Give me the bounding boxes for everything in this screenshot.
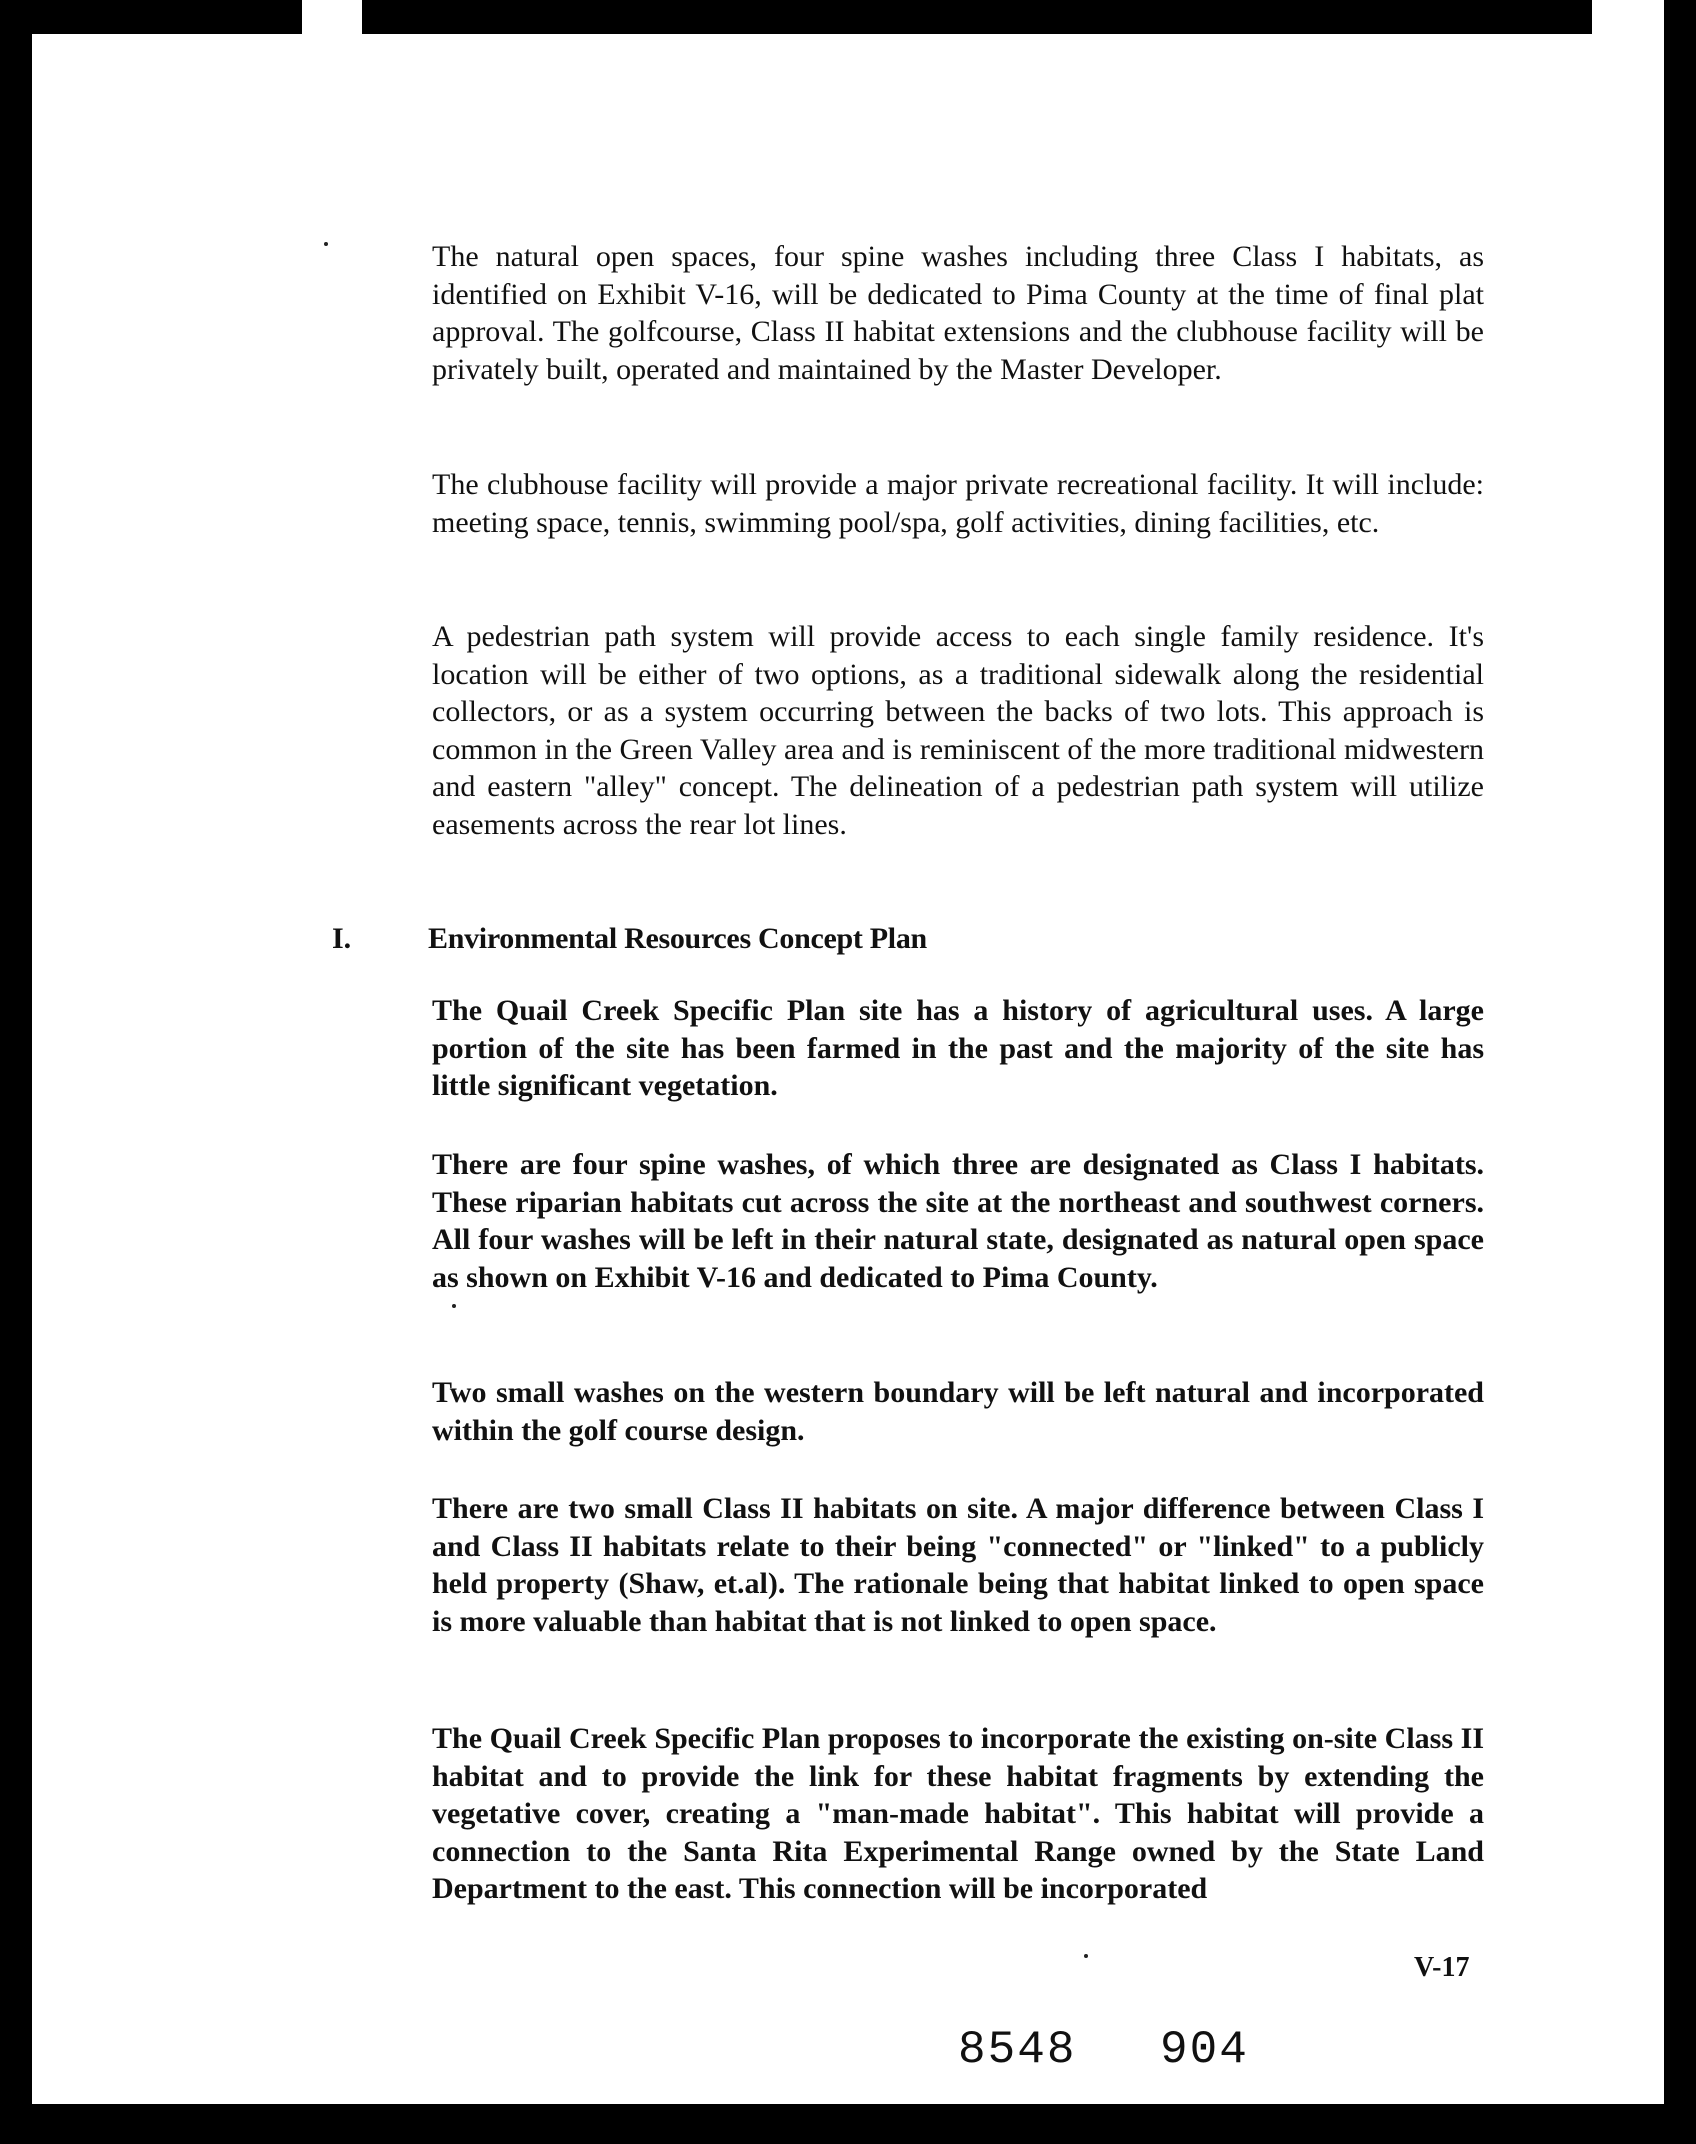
paragraph-spine-washes: There are four spine washes, of which three are designated as Class I habitats. These riparian habitats cut across the site at the northeast and southwest corners. All four washes will be left in their natural state, designated as natural open space as shown on Exhibit V-16 and dedicated to Pima County.	[432, 1148, 1484, 1294]
section-heading: Environmental Resources Concept Plan	[428, 922, 927, 955]
paragraph-habitat-link: The Quail Creek Specific Plan proposes to incorporate the existing on-site Class II habitat and to provide the link for these habitat fragments by extending the vegetative cover, creating a "man-made habitat". This habitat will provide a connection to the Santa Rita Experimental Range owned by the State Land Department to the east. This connection will be incorporated	[432, 1722, 1484, 1905]
section-number: I.	[332, 922, 352, 955]
stamp-number-left: 8548	[958, 2024, 1077, 2076]
paragraph-pedestrian-path: A pedestrian path system will provide access to each single family residence. It's location will be either of two options, as a traditional sidewalk along the residential collectors, or as a system occurring between the backs of two lots. This approach is common in the Green Valley area and is reminiscent of the more traditional midwestern and eastern "alley" concept. The delineation of a pedestrian path system will utilize easements across the rear lot lines.	[432, 620, 1484, 841]
scan-speck	[452, 1304, 456, 1308]
paragraph-open-spaces: The natural open spaces, four spine washes including three Class I habitats, as identified on Exhibit V-16, will be dedicated to Pima County at the time of final plat approval. The golfcourse, Class II habitat extensions and the clubhouse facility will be privately built, operated and maintained by the Master Developer.	[432, 240, 1484, 386]
paragraph-class-ii-habitats: There are two small Class II habitats on site. A major difference between Class I and Class II habitats relate to their being "connected" or "linked" to a publicly held property (Shaw, et.al). The rationale being that habitat linked to open space is more valuable than habitat that is not linked to open space.	[432, 1492, 1484, 1638]
document-page	[32, 34, 1664, 2104]
stamp-number-right: 904	[1160, 2024, 1249, 2076]
scan-edge-artifact	[302, 0, 362, 34]
scan-speck	[324, 242, 328, 246]
paragraph-site-history: The Quail Creek Specific Plan site has a history of agricultural uses. A large portion of the site has been farmed in the past and the majority of the site has little significant vegetation.	[432, 994, 1484, 1102]
paragraph-small-washes: Two small washes on the western boundary will be left natural and incorporated within the golf course design.	[432, 1376, 1484, 1447]
paragraph-clubhouse: The clubhouse facility will provide a major private recreational facility. It will include: meeting space, tennis, swimming pool/spa, golf activities, dining facilities, etc.	[432, 468, 1484, 539]
scan-edge-artifact	[1592, 0, 1664, 34]
page-number: V-17	[1414, 1952, 1470, 1983]
scan-speck	[1084, 1954, 1088, 1958]
